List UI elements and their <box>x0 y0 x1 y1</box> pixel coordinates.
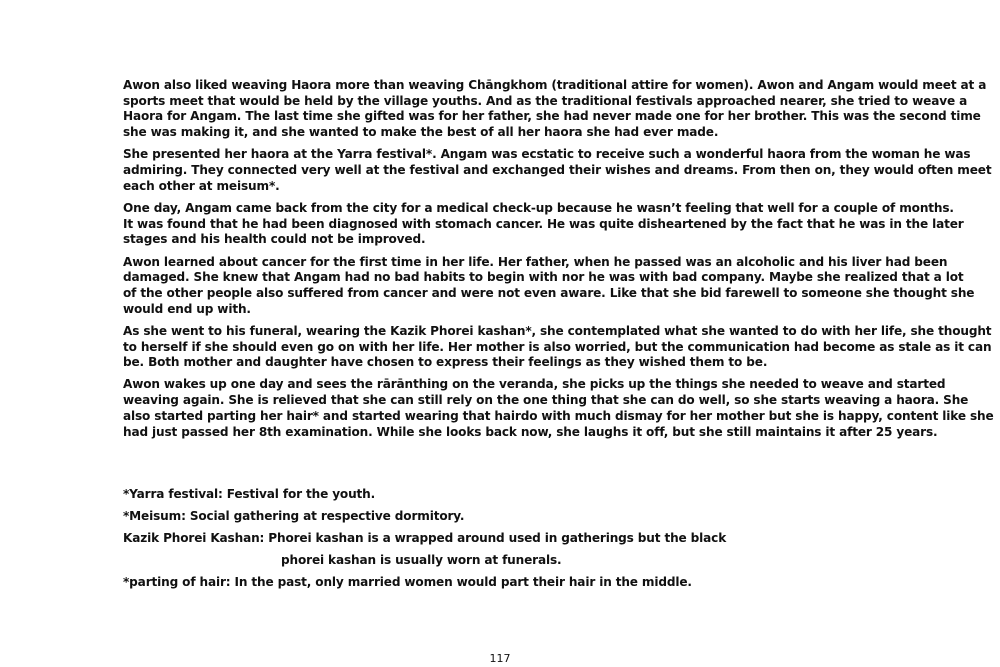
page-number: 117 <box>489 652 511 665</box>
text-line: sports meet that would be held by the village youths. And as the traditional festivals approached nearer, she tried to weave a <box>123 93 968 108</box>
text-line: would end up with. <box>123 301 251 316</box>
text-line: to herself if she should even go on with her life. Her mother is also worried, but the communication had become as stale as it can <box>123 339 992 354</box>
footnote-kazik-phorei-kashan-continued: phorei kashan is usually worn at funerals. <box>281 553 562 567</box>
footnote-parting-of-hair: *parting of hair: In the past, only married women would part their hair in the middle. <box>123 575 692 589</box>
text-line: Awon wakes up one day and sees the rārānthing on the veranda, she picks up the things she needed to weave and started <box>123 377 946 392</box>
footnote-yarra-festival: *Yarra festival: Festival for the youth. <box>123 487 376 501</box>
paragraph-3 <box>123 200 964 248</box>
text-line: Awon also liked weaving Haora more than weaving Chāngkhom (traditional attire for women). Awon and Angam would meet at a <box>123 78 987 92</box>
text-line: Awon learned about cancer for the first time in her life. Her father, when he passed was an alcoholic and his liver had been <box>123 254 948 269</box>
text-line: damaged. She knew that Angam had no bad habits to begin with nor he was with bad company. Maybe she realized that a lot <box>123 270 964 285</box>
footnote-kazik-phorei-kashan: Kazik Phorei Kashan: Phorei kashan is a wrapped around used in gatherings but the black <box>123 531 727 545</box>
text-line: stages and his health could not be improved. <box>123 232 426 247</box>
footnote-meisum: *Meisum: Social gathering at respective dormitory. <box>123 509 465 523</box>
text-line: each other at meisum*. <box>123 178 280 193</box>
text-line: It was found that he had been diagnosed with stomach cancer. He was quite disheartened by the fact that he was in the later <box>123 216 964 231</box>
text-line: be. Both mother and daughter have chosen to express their feelings as they wished them to be. <box>123 355 768 370</box>
paragraph-5 <box>123 323 992 371</box>
text-line: weaving again. She is relieved that she can still rely on the one thing that she can do well, so she starts weaving a haora. She <box>123 393 969 408</box>
text-line: As she went to his funeral, wearing the Kazik Phorei kashan*, she contemplated what she wanted to do with her life, she thought <box>123 323 992 338</box>
footnotes <box>123 487 935 597</box>
text-line: also started parting her hair* and started wearing that hairdo with much dismay for her mother but she is happy, content like she <box>123 408 994 423</box>
text-line: One day, Angam came back from the city for a medical check-up because he wasn’t feeling that well for a couple of months. <box>123 200 954 215</box>
paragraph-6 <box>123 377 994 440</box>
text-line: she was making it, and she wanted to make the best of all her haora she had ever made. <box>123 125 719 140</box>
paragraph-4 <box>123 254 975 318</box>
main-text <box>123 78 994 447</box>
text-line: of the other people also suffered from cancer and were not even aware. Like that she bid farewell to someone she thought she <box>123 285 975 300</box>
text-line: She presented her haora at the Yarra festival*. Angam was ecstatic to receive such a wonderful haora from the woman he was <box>123 147 971 162</box>
paragraph-1 <box>123 78 987 141</box>
text-line: admiring. They connected very well at the festival and exchanged their wishes and dreams. From then on, they would often meet <box>123 163 992 178</box>
text-line: had just passed her 8th examination. While she looks back now, she laughs it off, but she still maintains it after 25 years. <box>123 424 938 439</box>
paragraph-2 <box>123 147 992 194</box>
text-line: Haora for Angam. The last time she gifted was for her father, she had never made one for her brother. This was the second time <box>123 109 981 124</box>
